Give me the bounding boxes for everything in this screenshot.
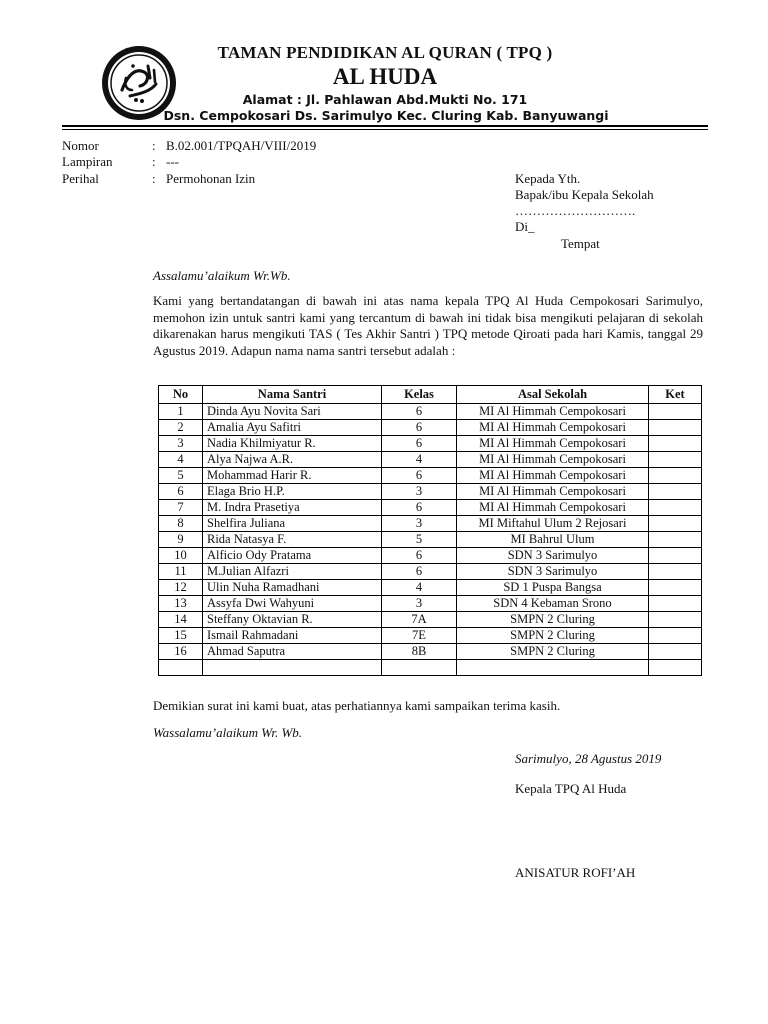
row-no: 11 (159, 564, 203, 580)
row-kelas: 3 (382, 516, 457, 532)
header-no: No (159, 386, 203, 404)
row-ket (649, 612, 702, 628)
row-ket (649, 500, 702, 516)
table-row (159, 564, 702, 580)
row-ket (649, 596, 702, 612)
header-asal-sekolah: Asal Sekolah (457, 386, 649, 404)
perihal-label: Perihal (62, 171, 99, 186)
table-row (159, 644, 702, 660)
row-kelas: 4 (382, 580, 457, 596)
row-asal-sekolah: MI Al Himmah Cempokosari (457, 404, 649, 420)
header-rule-thick (62, 125, 708, 127)
row-ket (649, 420, 702, 436)
school-name: AL HUDA (332, 64, 438, 89)
row-kelas: 6 (382, 420, 457, 436)
row-ket (649, 532, 702, 548)
row-no: 1 (159, 404, 203, 420)
row-ket (649, 564, 702, 580)
row-nama: Elaga Brio H.P. (203, 484, 382, 500)
row-nama: Rida Natasya F. (203, 532, 382, 548)
header-nama: Nama Santri (203, 386, 382, 404)
row-kelas: 6 (382, 468, 457, 484)
row-kelas: 7E (382, 628, 457, 644)
row-no: 16 (159, 644, 203, 660)
row-no: 10 (159, 548, 203, 564)
row-ket (649, 628, 702, 644)
body-paragraph: Kami yang bertandatangan di bawah ini atas nama kepala TPQ Al Huda Cempokosari Sarimulyo, memohon izin untuk santri kami yang tercantum di bawah ini tidak bisa mengikuti pelajaran di sekolah dikarenakan harus mengikuti TAS ( Tes Akhir Santri ) TPQ metode Qiroati pada hari Kamis, tanggal 29 Agustus 2019. Adapun nama nama santri tersebut adalah : (153, 293, 703, 358)
nomor-value: B.02.001/TPQAH/VIII/2019 (166, 138, 317, 153)
row-nama: Ulin Nuha Ramadhani (203, 580, 382, 596)
address-line-1: Alamat : Jl. Pahlawan Abd.Mukti No. 171 (242, 92, 528, 107)
recipient-line-3: ………………………. (515, 203, 636, 218)
nomor-colon: : (152, 138, 156, 153)
row-asal-sekolah: SD 1 Puspa Bangsa (457, 580, 649, 596)
row-asal-sekolah: MI Miftahul Ulum 2 Rejosari (457, 516, 649, 532)
school-type-title: TAMAN PENDIDIKAN AL QURAN ( TPQ ) (217, 43, 553, 62)
header-rule-thin (62, 129, 708, 130)
closing-salam: Wassalamu’alaikum Wr. Wb. (153, 725, 303, 740)
row-ket (649, 452, 702, 468)
row-asal-sekolah: SMPN 2 Cluring (457, 628, 649, 644)
table-row (159, 660, 702, 676)
row-asal-sekolah: SMPN 2 Cluring (457, 644, 649, 660)
row-kelas: 3 (382, 484, 457, 500)
row-ket (649, 484, 702, 500)
table-row (159, 452, 702, 468)
lampiran-colon: : (152, 154, 156, 169)
row-ket (649, 516, 702, 532)
row-asal-sekolah: MI Al Himmah Cempokosari (457, 468, 649, 484)
row-nama: Nadia Khilmiyatur R. (203, 436, 382, 452)
table-row (159, 548, 702, 564)
recipient-line-1: Kepada Yth. (515, 171, 581, 186)
nomor-label: Nomor (62, 138, 99, 153)
table-row (159, 596, 702, 612)
row-asal-sekolah: SDN 4 Kebaman Srono (457, 596, 649, 612)
row-no: 15 (159, 628, 203, 644)
row-kelas: 7A (382, 612, 457, 628)
row-nama: Ahmad Saputra (203, 644, 382, 660)
header-kelas: Kelas (382, 386, 457, 404)
table-body (159, 404, 702, 676)
row-asal-sekolah: MI Al Himmah Cempokosari (457, 500, 649, 516)
row-nama: Shelfira Juliana (203, 516, 382, 532)
row-no (159, 660, 203, 676)
row-nama: M. Indra Prasetiya (203, 500, 382, 516)
signatory-name: ANISATUR ROFI’AH (515, 865, 636, 880)
row-no: 6 (159, 484, 203, 500)
row-ket (649, 548, 702, 564)
closing-text: Demikian surat ini kami buat, atas perhatiannya kami sampaikan terima kasih. (153, 698, 561, 713)
table-row (159, 628, 702, 644)
row-nama: Alficio Ody Pratama (203, 548, 382, 564)
row-kelas (382, 660, 457, 676)
row-asal-sekolah: SDN 3 Sarimulyo (457, 548, 649, 564)
row-asal-sekolah: MI Al Himmah Cempokosari (457, 452, 649, 468)
recipient-block (515, 171, 654, 252)
row-asal-sekolah: SMPN 2 Cluring (457, 612, 649, 628)
row-kelas: 6 (382, 548, 457, 564)
row-no: 9 (159, 532, 203, 548)
row-ket (649, 580, 702, 596)
row-asal-sekolah: MI Al Himmah Cempokosari (457, 484, 649, 500)
row-nama: Dinda Ayu Novita Sari (203, 404, 382, 420)
row-nama: Steffany Oktavian R. (203, 612, 382, 628)
row-no: 2 (159, 420, 203, 436)
row-nama: M.Julian Alfazri (203, 564, 382, 580)
table-header-row (159, 386, 702, 404)
row-ket (649, 468, 702, 484)
header-ket: Ket (649, 386, 702, 404)
table-row (159, 532, 702, 548)
row-kelas: 6 (382, 564, 457, 580)
row-nama: Amalia Ayu Safitri (203, 420, 382, 436)
perihal-value: Permohonan Izin (166, 171, 256, 186)
opening-salam: Assalamu’alaikum Wr.Wb. (153, 268, 291, 283)
row-asal-sekolah: MI Bahrul Ulum (457, 532, 649, 548)
table-row (159, 500, 702, 516)
recipient-line-4: Di_ (515, 219, 535, 234)
lampiran-value: --- (166, 154, 179, 169)
place-date: Sarimulyo, 28 Agustus 2019 (515, 751, 662, 766)
row-ket (649, 436, 702, 452)
table-row (159, 420, 702, 436)
recipient-line-2: Bapak/ibu Kepala Sekolah (515, 187, 654, 202)
row-asal-sekolah: SDN 3 Sarimulyo (457, 564, 649, 580)
row-ket (649, 660, 702, 676)
row-kelas: 3 (382, 596, 457, 612)
row-ket (649, 404, 702, 420)
row-kelas: 6 (382, 404, 457, 420)
santri-table (158, 385, 702, 676)
table-row (159, 516, 702, 532)
row-no: 12 (159, 580, 203, 596)
perihal-colon: : (152, 171, 156, 186)
row-no: 3 (159, 436, 203, 452)
row-nama: Assyfa Dwi Wahyuni (203, 596, 382, 612)
table-row (159, 612, 702, 628)
row-kelas: 6 (382, 436, 457, 452)
table-row (159, 436, 702, 452)
table-row (159, 580, 702, 596)
table-row (159, 404, 702, 420)
address-line-2: Dsn. Cempokosari Ds. Sarimulyo Kec. Cluring Kab. Banyuwangi (163, 108, 609, 123)
row-asal-sekolah: MI Al Himmah Cempokosari (457, 436, 649, 452)
row-no: 13 (159, 596, 203, 612)
recipient-line-5: Tempat (561, 236, 600, 251)
row-kelas: 4 (382, 452, 457, 468)
row-no: 5 (159, 468, 203, 484)
table-row (159, 484, 702, 500)
row-no: 4 (159, 452, 203, 468)
signatory-role: Kepala TPQ Al Huda (515, 781, 627, 796)
row-asal-sekolah (457, 660, 649, 676)
row-kelas: 5 (382, 532, 457, 548)
row-nama: Mohammad Harir R. (203, 468, 382, 484)
row-nama (203, 660, 382, 676)
row-nama: Alya Najwa A.R. (203, 452, 382, 468)
row-nama: Ismail Rahmadani (203, 628, 382, 644)
row-no: 7 (159, 500, 203, 516)
row-kelas: 8B (382, 644, 457, 660)
lampiran-label: Lampiran (62, 154, 113, 169)
row-kelas: 6 (382, 500, 457, 516)
row-no: 8 (159, 516, 203, 532)
row-no: 14 (159, 612, 203, 628)
row-ket (649, 644, 702, 660)
row-asal-sekolah: MI Al Himmah Cempokosari (457, 420, 649, 436)
table-row (159, 468, 702, 484)
